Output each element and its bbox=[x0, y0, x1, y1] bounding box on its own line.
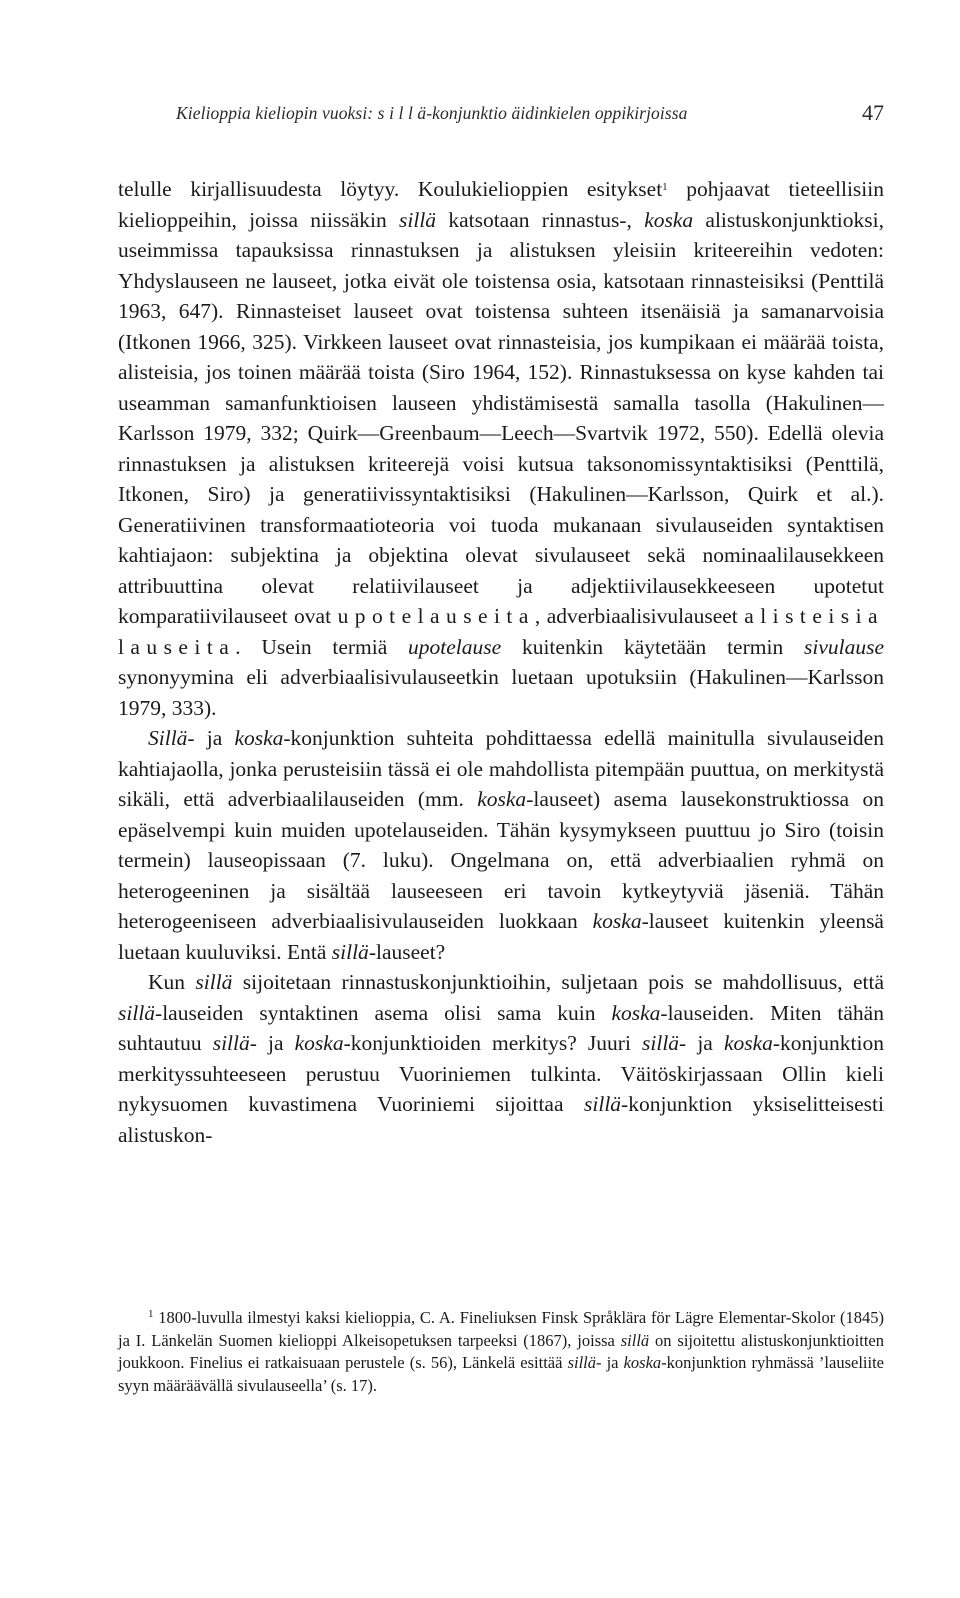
text-run: pohjaavat tieteellisiin kielioppeihin, joissa niissäkin bbox=[118, 177, 884, 232]
text-run: ja bbox=[601, 1353, 624, 1373]
text-run: kuitenkin käytetään termin bbox=[501, 634, 804, 659]
italic-term: sillä- bbox=[212, 1031, 257, 1055]
text-run: -konjunktion yksiselitteisesti alistuskon- bbox=[118, 1092, 884, 1147]
italic-term: upotelause bbox=[408, 634, 502, 659]
text-run: -lauseiden syntaktinen asema olisi sama kuin bbox=[155, 1000, 612, 1025]
text-run: ja bbox=[686, 1031, 724, 1055]
footnote-text bbox=[118, 1303, 884, 1397]
italic-term: sillä- bbox=[642, 1031, 687, 1055]
text-run: alistuskonjunktioksi, useimmissa tapauksissa rinnastuksen ja alistuksen yleisiin kriteereihin vedoten: Yhdyslauseen ne lauseet, jotka eivät ole toistensa osia, katsotaan rinnasteisiksi (Penttilä 1963, 647). Rinnasteiset lauseet ovat toistensa suhteen itsenäisiä ja samanarvoisia (Itkonen 1966, 325). Virkkeen lauseet ovat rinnasteisia, jos kumpikaan ei määrää toista, alisteisia, jos toinen määrää toista (Siro 1964, 152). Rinnastuksessa on kyse kahden tai useamman samanfunktioisen lauseen yhdistämisestä samalla tasolla (Hakulinen—Karlsson 1979, 332; Quirk—Greenbaum—Leech—Svartvik 1972, 550). Edellä olevia rinnastuksen ja alistuksen kriteerejä voisi kutsua taksonomissyntaktisiksi (Penttilä, Itkonen, Siro) ja generatiivissyntaktisiksi (Hakulinen—Karlsson, Quirk et al.). Generatiivinen transformaatioteoria voi tuoda mukanaan sivulauseiden syntaktisen kahtiajaon: subjektina ja objektina olevat sivulauseet sekä nominaalilausekkeen attribuuttina olevat relatiivilauseet ja adjektiivilausekkeeseen upotetut komparatiivilauseet ovat bbox=[118, 207, 884, 628]
text-run: -konjunktion merkityssuhteeseen perustuu Vuoriniemen tulkinta. Väitöskirjassaan Ollin kieli nykysuomen kuvastimena Vuoriniemi sijoittaa bbox=[118, 1031, 884, 1116]
text-run: katsotaan rinnastus-, bbox=[436, 207, 645, 232]
italic-term: sivulause bbox=[803, 634, 885, 659]
italic-term: koska bbox=[592, 909, 642, 933]
text-run: sijoitetaan rinnastuskonjunktioihin, suljetaan pois se mahdollisuus, että bbox=[232, 970, 885, 994]
text-run: -lauseet? bbox=[368, 939, 446, 964]
text-run: -lauseet kuitenkin yleensä luetaan kuuluviksi. Entä bbox=[118, 909, 884, 964]
page-number: 47 bbox=[862, 100, 884, 125]
text-run: -konjunktion ryhmässä ’lauseliite syyn määräävällä sivulauseella’ (s. 17). bbox=[118, 1353, 884, 1395]
italic-term: sillä bbox=[331, 939, 369, 964]
paragraph-3 bbox=[118, 967, 884, 1150]
running-header bbox=[176, 100, 884, 125]
footnote-marker: 1 bbox=[662, 181, 668, 193]
body-text bbox=[118, 172, 884, 1150]
italic-term: Sillä- bbox=[148, 726, 195, 750]
text-run: synonyymina eli adverbiaalisivulauseetkin luetaan upotuksiin (Hakulinen—Karlsson 1979, 333). bbox=[118, 665, 884, 720]
italic-term: koska bbox=[644, 207, 694, 232]
text-run: . Usein termiä bbox=[235, 634, 409, 659]
text-run: -lauseiden. Miten tähän suhtautuu bbox=[118, 1000, 884, 1055]
italic-term: koska bbox=[234, 726, 284, 750]
footnote bbox=[118, 1303, 884, 1397]
italic-term: koska bbox=[294, 1031, 344, 1055]
spaced-term: upotelauseita bbox=[337, 604, 535, 628]
running-title: Kielioppia kieliopin vuoksi: s i l l ä-konjunktio äidinkielen oppikirjoissa bbox=[176, 103, 688, 123]
text-run: 1800-luvulla ilmestyi kaksi kielioppia, C. A. Fineliuksen Finsk Språklära för Lägre Elementar-Skolor (1845) ja I. Länkelän Suomen kielioppi Alkeisopetuksen tarpeeksi (1867), joissa bbox=[118, 1308, 884, 1350]
text-run: Kun bbox=[148, 970, 196, 994]
text-run: , adverbiaalisivulauseet bbox=[534, 604, 745, 628]
spaced-term: alisteisia lauseita bbox=[118, 604, 884, 659]
text-run: telulle kirjallisuudesta löytyy. Koulukielioppien esitykset bbox=[118, 177, 663, 201]
italic-term: koska bbox=[723, 1031, 773, 1055]
paragraph-1 bbox=[118, 172, 884, 723]
italic-term: sillä bbox=[620, 1330, 650, 1350]
text-run: ja bbox=[194, 726, 235, 750]
text-run: ja bbox=[256, 1031, 295, 1055]
text-run: on sijoitettu alistuskonjunktioitten joukkoon. Finelius ei ratkaisuaan perustele (s. 56), Länkelä esittää bbox=[118, 1330, 885, 1373]
italic-term: sillä bbox=[118, 1000, 156, 1025]
italic-term: sillä bbox=[584, 1092, 622, 1116]
italic-term: koska bbox=[623, 1353, 662, 1373]
text-run: -lauseet) asema lausekonstruktiossa on epäselvempi kuin muiden upotelauseiden. Tähän kysymykseen puuttuu jo Siro (toisin termein) lauseopissaan (7. luku). Ongelmana on, että adverbiaalien ryhmä on heterogeeninen ja sisältää lauseeseen eri tavoin kytkeytyviä jäseniä. Tähän heterogeeniseen adverbiaalisivulauseiden luokkaan bbox=[118, 787, 884, 933]
footnote-marker: 1 bbox=[148, 1308, 154, 1320]
text-run: -konjunktion suhteita pohdittaessa edellä mainitulla sivulauseiden kahtiajaolla, jonka perusteisiin tässä ei ole mahdollista pitempään puuttua, on merkitystä sikäli, että adverbiaalilauseiden (mm. bbox=[118, 726, 884, 811]
italic-term: koska bbox=[477, 787, 527, 811]
italic-term: sillä bbox=[399, 207, 437, 232]
paragraph-2 bbox=[118, 723, 884, 967]
italic-term: koska bbox=[611, 1000, 661, 1025]
italic-term: sillä bbox=[195, 970, 233, 994]
italic-term: sillä- bbox=[567, 1353, 602, 1373]
text-run: -konjunktioiden merkitys? Juuri bbox=[343, 1031, 643, 1055]
